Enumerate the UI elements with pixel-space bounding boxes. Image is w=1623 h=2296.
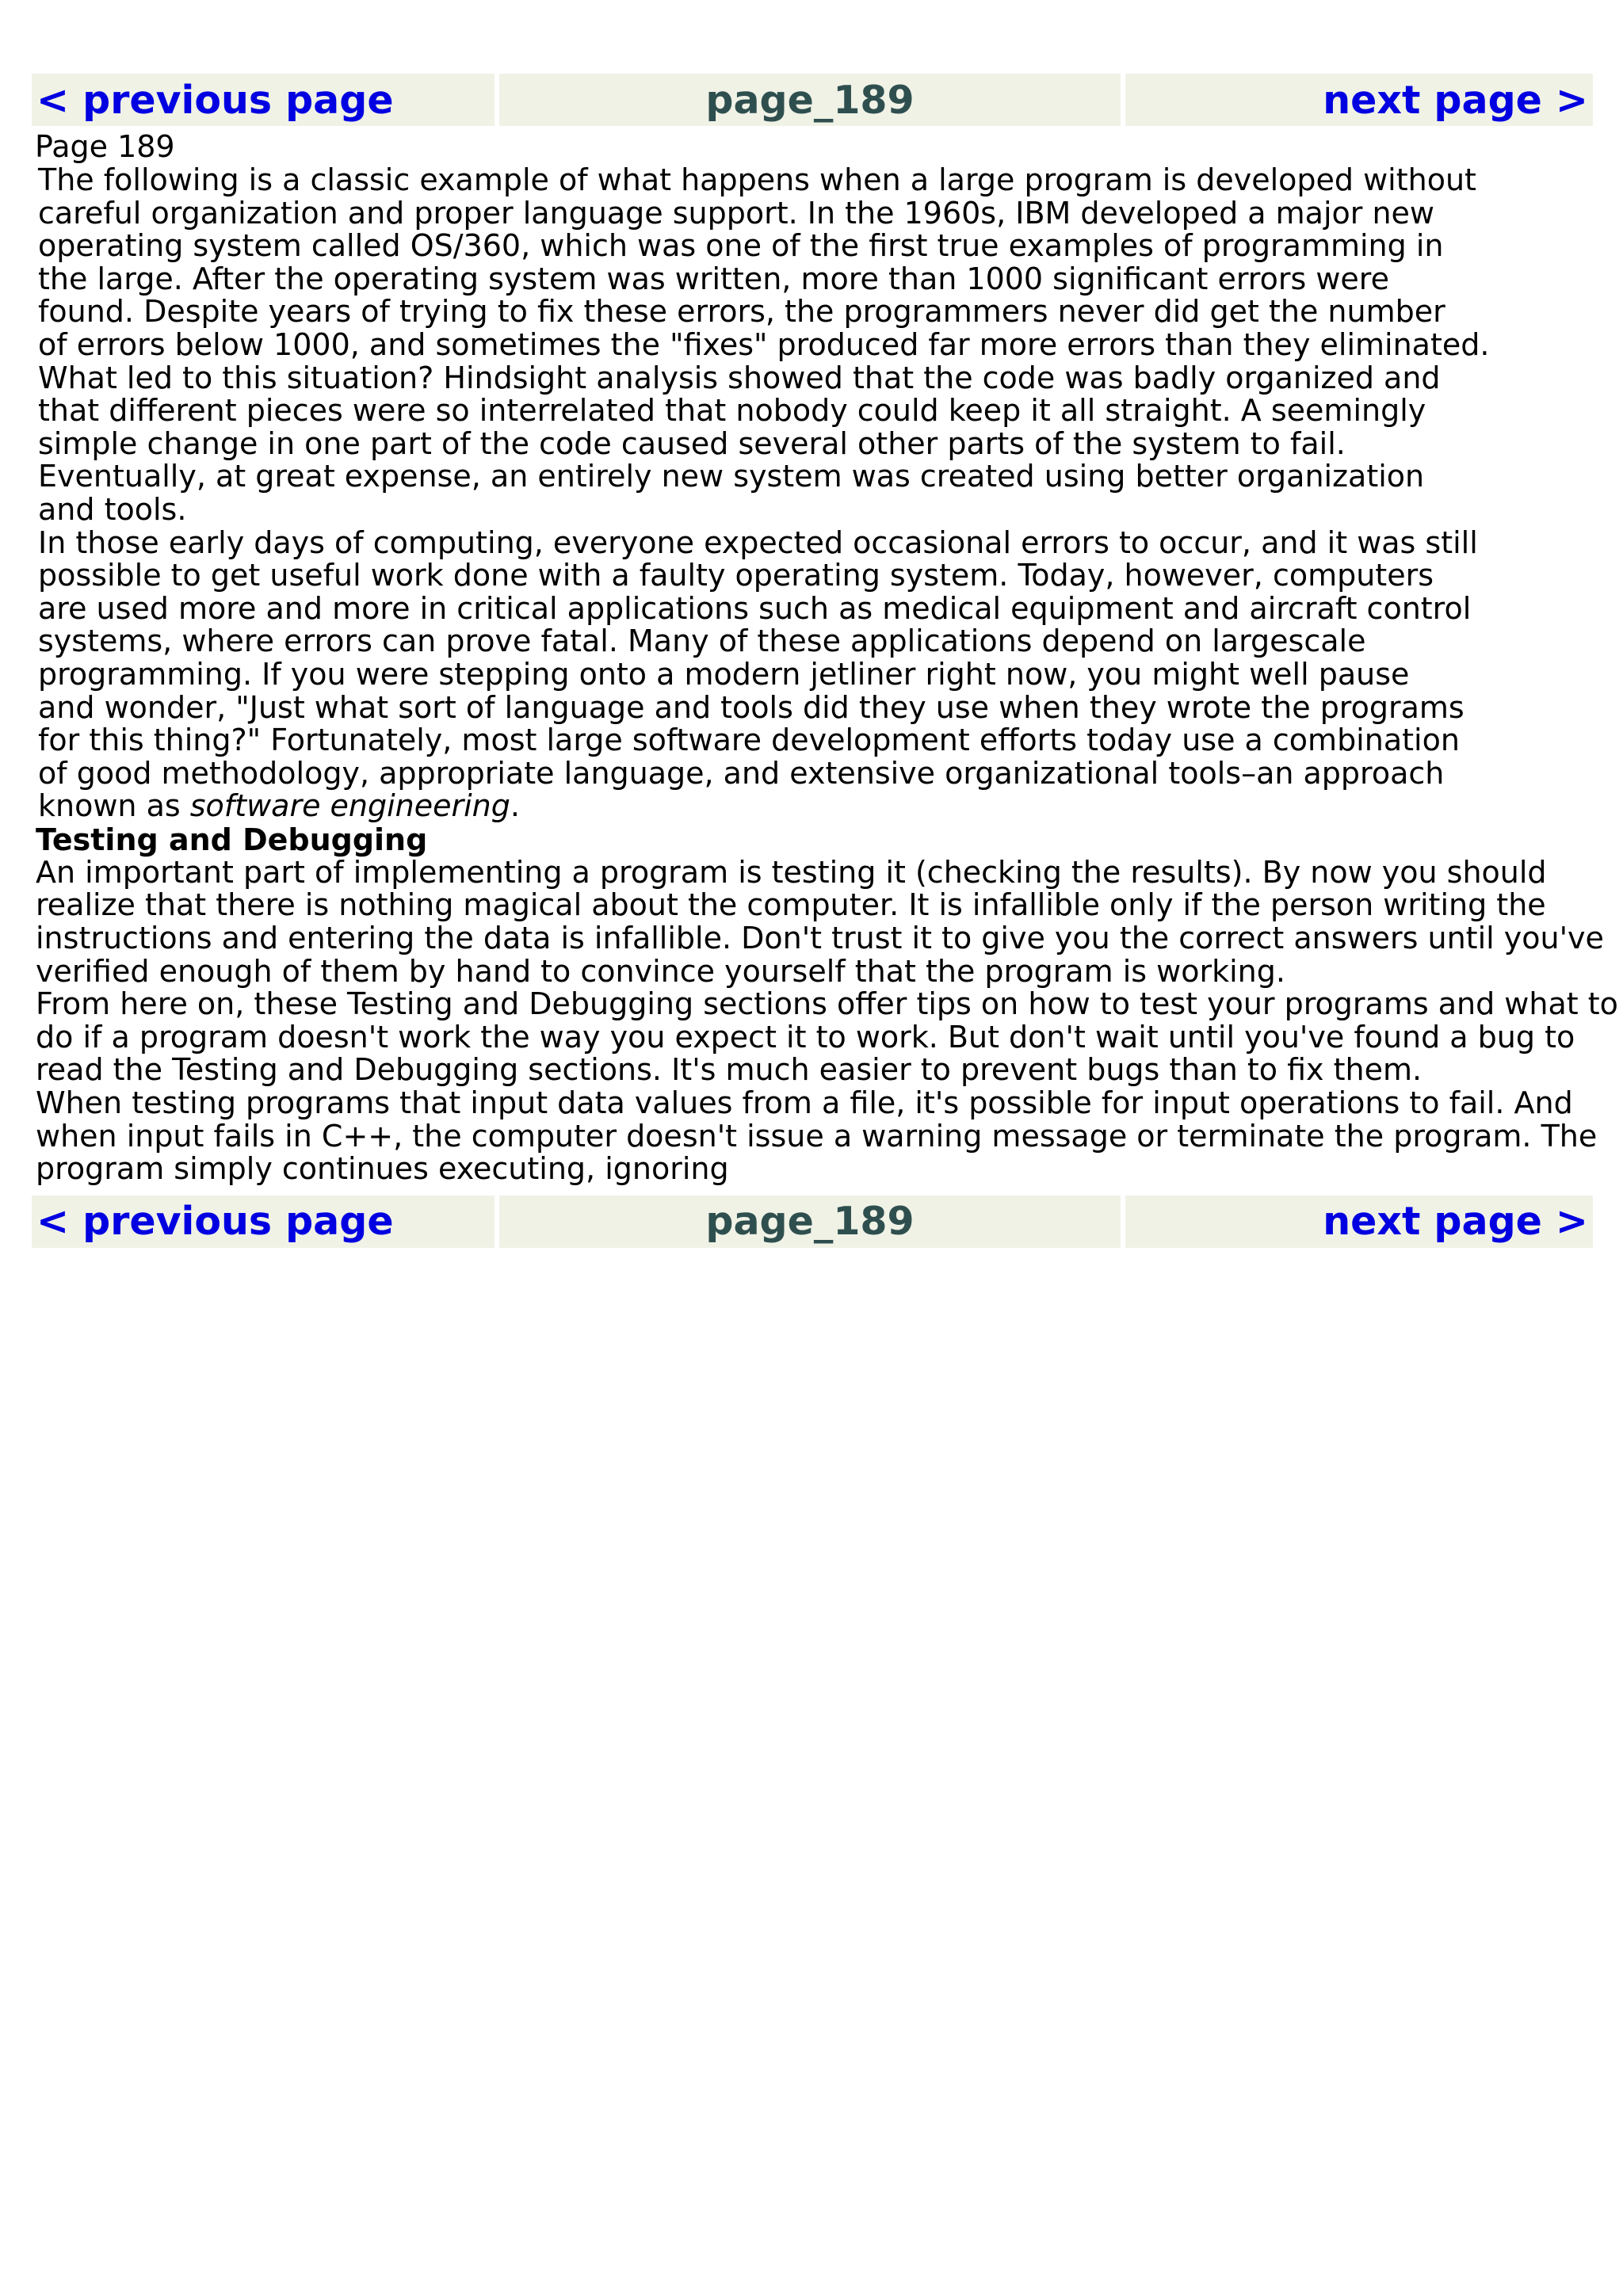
text-line: the large. After the operating system was written, more than 1000 significant errors were	[38, 261, 1389, 296]
text-line: of good methodology, appropriate language, and extensive organizational tools–an approach	[38, 755, 1445, 791]
bottom-next-cell	[1125, 1196, 1593, 1248]
text-line: verified enough of them by hand to convince yourself that the program is working.	[36, 953, 1285, 989]
text-line: careful organization and proper language support. In the 1960s, IBM developed a major new	[38, 195, 1434, 231]
section-heading: Testing and Debugging	[36, 822, 428, 857]
bottom-page-title: page_189	[499, 1196, 1121, 1248]
text-line: operating system called OS/360, which was one of the first true examples of programming in	[38, 228, 1444, 264]
text-line: systems, where errors can prove fatal. Many of these applications depend on largescale	[38, 624, 1366, 659]
text-line: that different pieces were so interrelated that nobody could keep it all straight. A seemingly	[38, 393, 1426, 429]
top-page-title: page_189	[499, 74, 1121, 126]
page-container	[32, 74, 1618, 1248]
text-line: From here on, these Testing and Debugging sections offer tips on how to test your programs and what to	[36, 986, 1618, 1022]
page-number-label: Page 189	[35, 129, 175, 164]
text-line: simple change in one part of the code caused several other parts of the system to fail.	[38, 425, 1346, 461]
text-line: and tools.	[38, 491, 187, 527]
text-line: instructions and entering the data is infallible. Don't trust it to give you the correct answers until you've	[36, 921, 1604, 956]
text-line: are used more and more in critical applications such as medical equipment and aircraft control	[38, 590, 1472, 626]
text-line: of errors below 1000, and sometimes the "fixes" produced far more errors than they eliminated.	[38, 326, 1490, 362]
text-line: for this thing?" Fortunately, most large software development efforts today use a combination	[38, 723, 1460, 758]
text-line: possible to get useful work done with a faulty operating system. Today, however, computers	[38, 558, 1434, 593]
top-prev-cell	[32, 74, 495, 126]
text-line: realize that there is nothing magical about the computer. It is infallible only if the person writing the	[36, 887, 1546, 923]
bottom-next-page-link[interactable]: next page >	[1323, 1199, 1588, 1245]
text-line: found. Despite years of trying to fix these errors, the programmers never did get the number	[38, 294, 1445, 330]
text-line: and wonder, "Just what sort of language and tools did they use when they wrote the programs	[38, 689, 1465, 725]
paragraph-early-computing	[32, 524, 1598, 824]
bottom-prev-cell	[32, 1196, 495, 1248]
text-line: The following is a classic example of what happens when a large program is developed without	[38, 162, 1476, 197]
top-next-page-link[interactable]: next page >	[1323, 77, 1588, 123]
text-line: When testing programs that input data values from a file, it's possible for input operations to fail. And	[36, 1085, 1573, 1121]
paragraph-testing-intro	[32, 854, 1604, 989]
text-line: program simply continues executing, ignoring	[36, 1151, 729, 1187]
bottom-previous-page-link[interactable]: < previous page	[36, 1199, 394, 1245]
bottom-navigation-bar	[32, 1196, 1598, 1248]
text-line: In those early days of computing, everyone expected occasional errors to occur, and it was still	[38, 524, 1478, 560]
text-line: when input fails in C++, the computer doesn't issue a warning message or terminate the program. The	[36, 1118, 1598, 1154]
paragraph-os360	[32, 164, 1598, 527]
text-line: programming. If you were stepping onto a modern jetliner right now, you might well pause	[38, 656, 1410, 692]
emphasis-software-engineering: software engineering	[189, 788, 510, 824]
text-line: do if a program doesn't work the way you expect it to work. But don't wait until you've found a bug to	[36, 1019, 1575, 1055]
text-line-last	[38, 790, 1598, 823]
top-navigation-bar	[32, 74, 1598, 126]
text-line: What led to this situation? Hindsight analysis showed that the code was badly organized and	[38, 360, 1441, 395]
text-fragment: .	[510, 788, 520, 824]
paragraph-testing-tips	[32, 986, 1618, 1088]
text-fragment: known as	[38, 788, 190, 824]
paragraph-input-failure	[32, 1087, 1598, 1186]
top-next-cell	[1125, 74, 1593, 126]
top-previous-page-link[interactable]: < previous page	[36, 77, 394, 123]
text-line: An important part of implementing a program is testing it (checking the results). By now you should	[36, 854, 1547, 890]
text-line: read the Testing and Debugging sections. It's much easier to prevent bugs than to fix them.	[36, 1052, 1423, 1088]
text-line: Eventually, at great expense, an entirely new system was created using better organization	[38, 459, 1425, 494]
